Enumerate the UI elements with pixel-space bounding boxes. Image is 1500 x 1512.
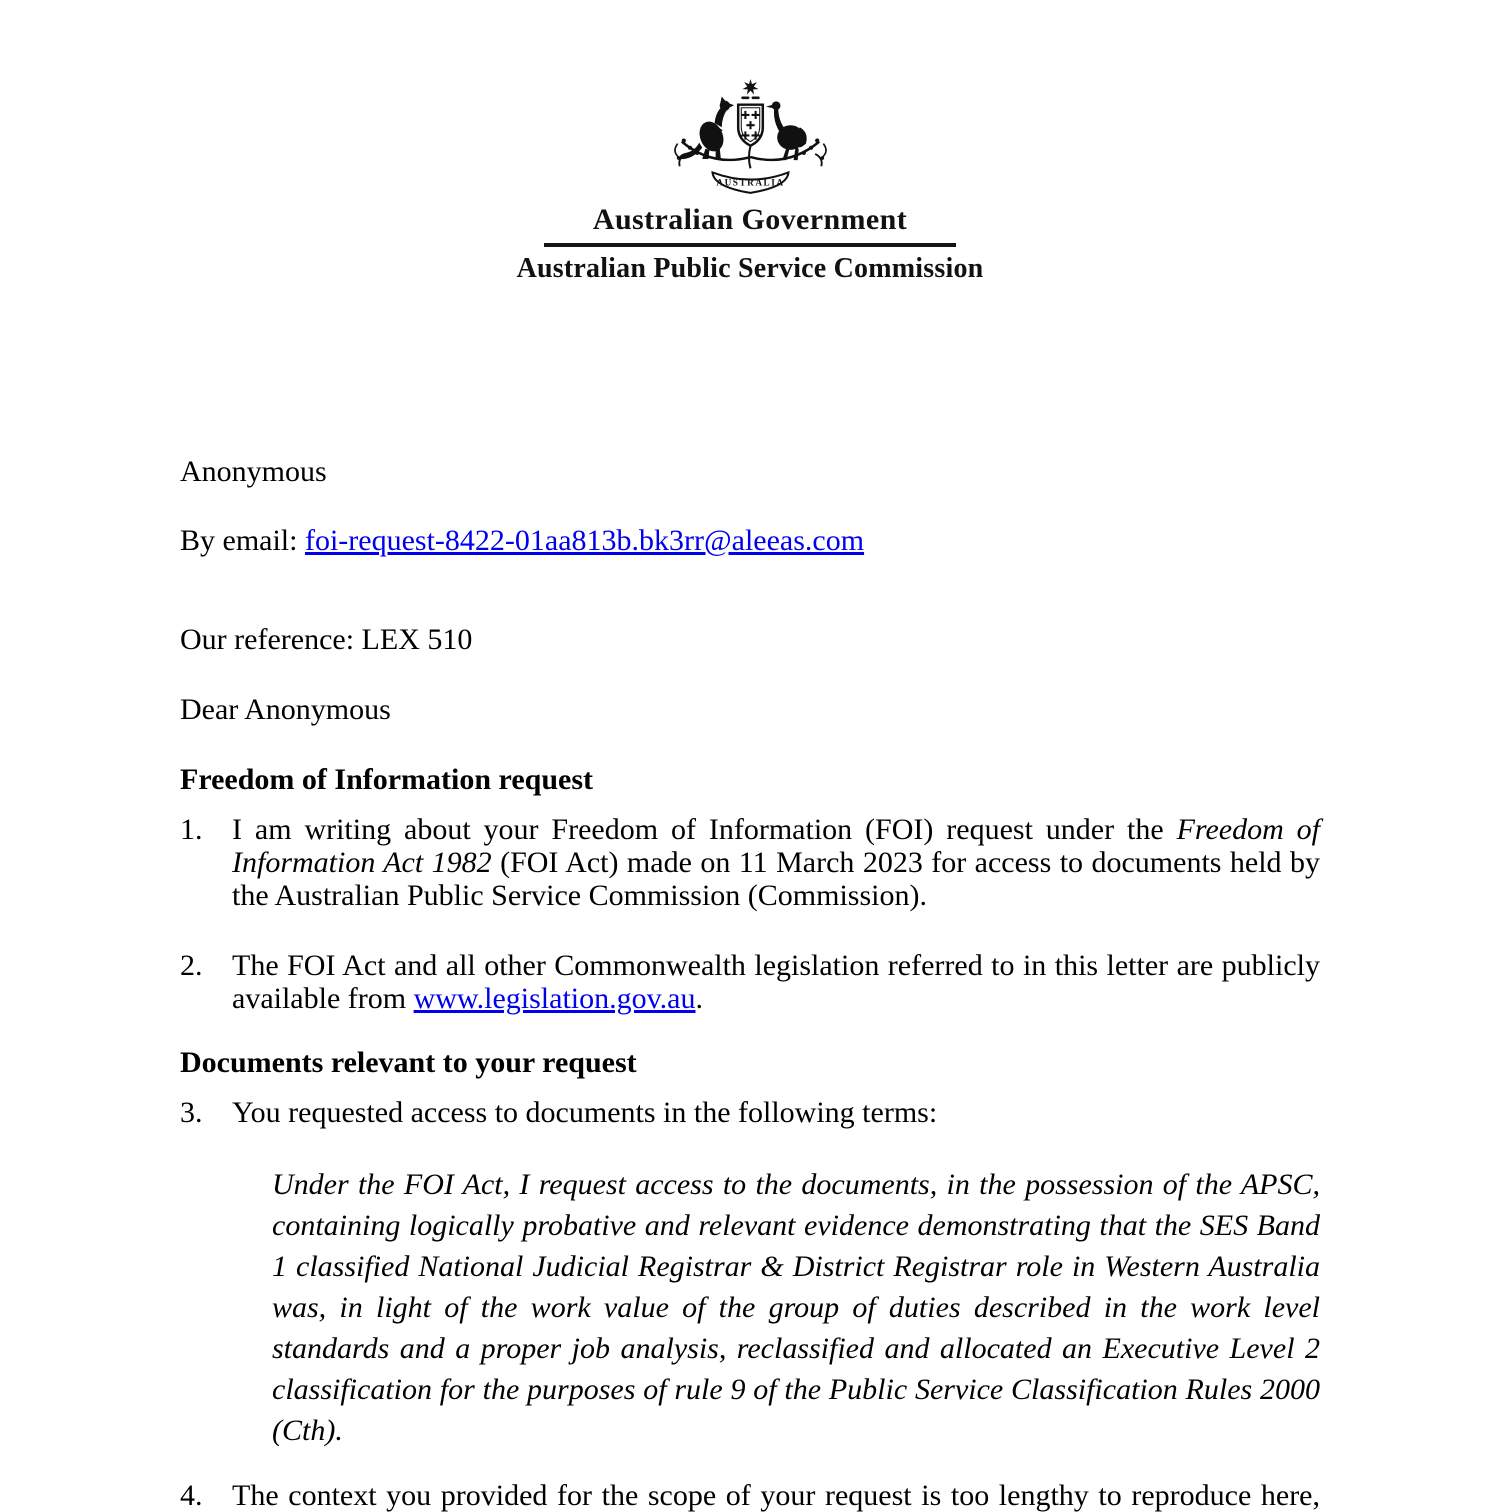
paragraph-2 (180, 949, 1320, 1015)
commonwealth-star-icon (741, 79, 759, 99)
paragraph-3 (180, 1096, 1320, 1129)
paragraph-1-number: 1. (180, 813, 203, 846)
paragraph-2-part-b: . (695, 982, 703, 1015)
act-title-italic: Freedom of Information Act 1982 (232, 813, 1320, 879)
shield-icon (738, 105, 763, 146)
paragraph-1-text (232, 813, 1320, 912)
agency-title: Australian Public Service Commission (516, 253, 984, 284)
letter-body (0, 455, 1500, 1512)
paragraph-2-text (232, 949, 1320, 1015)
recipient-name: Anonymous (180, 455, 327, 488)
paragraph-2-part-a: The FOI Act and all other Commonwealth legislation referred to in this letter are publicly available from (232, 949, 1320, 1015)
letterhead-divider (544, 243, 956, 247)
paragraph-3-number: 3. (180, 1096, 203, 1129)
by-email-line (180, 524, 1320, 557)
australia-banner (712, 146, 788, 193)
heading-documents-relevant: Documents relevant to your request (180, 1046, 637, 1079)
paragraph-2-number: 2. (180, 949, 203, 982)
emu-icon (765, 101, 806, 160)
australian-coat-of-arms-icon (663, 78, 838, 196)
heading-foi-request: Freedom of Information request (180, 763, 593, 796)
salutation: Dear Anonymous (180, 693, 391, 726)
reference-line: Our reference: LEX 510 (180, 623, 473, 656)
paragraph-1-part-a: I am writing about your Freedom of Information (FOI) request under the (232, 813, 1177, 846)
australia-banner-text: AUSTRALIA (715, 177, 785, 188)
email-link[interactable]: foi-request-8422-01aa813b.bk3rr@aleeas.com (304, 524, 865, 557)
paragraph-1-part-b: (FOI Act) made on 11 March 2023 for access to documents held by the Australian Public Service Commission (Commission). (232, 846, 1320, 912)
paragraph-4-number: 4. (180, 1479, 203, 1512)
paragraph-4-text: The context you provided for the scope of your request is too lengthy to reproduce here, (232, 1479, 1320, 1512)
letterhead (0, 0, 1500, 284)
kangaroo-icon (679, 96, 734, 159)
paragraph-1 (180, 813, 1320, 912)
paragraph-4 (180, 1479, 1320, 1512)
request-terms-quote: Under the FOI Act, I request access to the documents, in the possession of the APSC, containing logically probative and relevant evidence demonstrating that the SES Band 1 classified National Judicial Registrar & District Registrar role in Western Australia was, in light of the work value of the group of duties described in the work level standards and a proper job analysis, reclassified and allocated an Executive Level 2 classification for the purposes of rule 9 of the Public Service Classification Rules 2000 (Cth). (272, 1168, 1320, 1447)
by-email-label: By email: (180, 524, 305, 557)
legislation-link[interactable]: www.legislation.gov.au (413, 982, 696, 1015)
government-title: Australian Government (592, 203, 908, 236)
paragraph-3-text: You requested access to documents in the following terms: (232, 1096, 938, 1129)
